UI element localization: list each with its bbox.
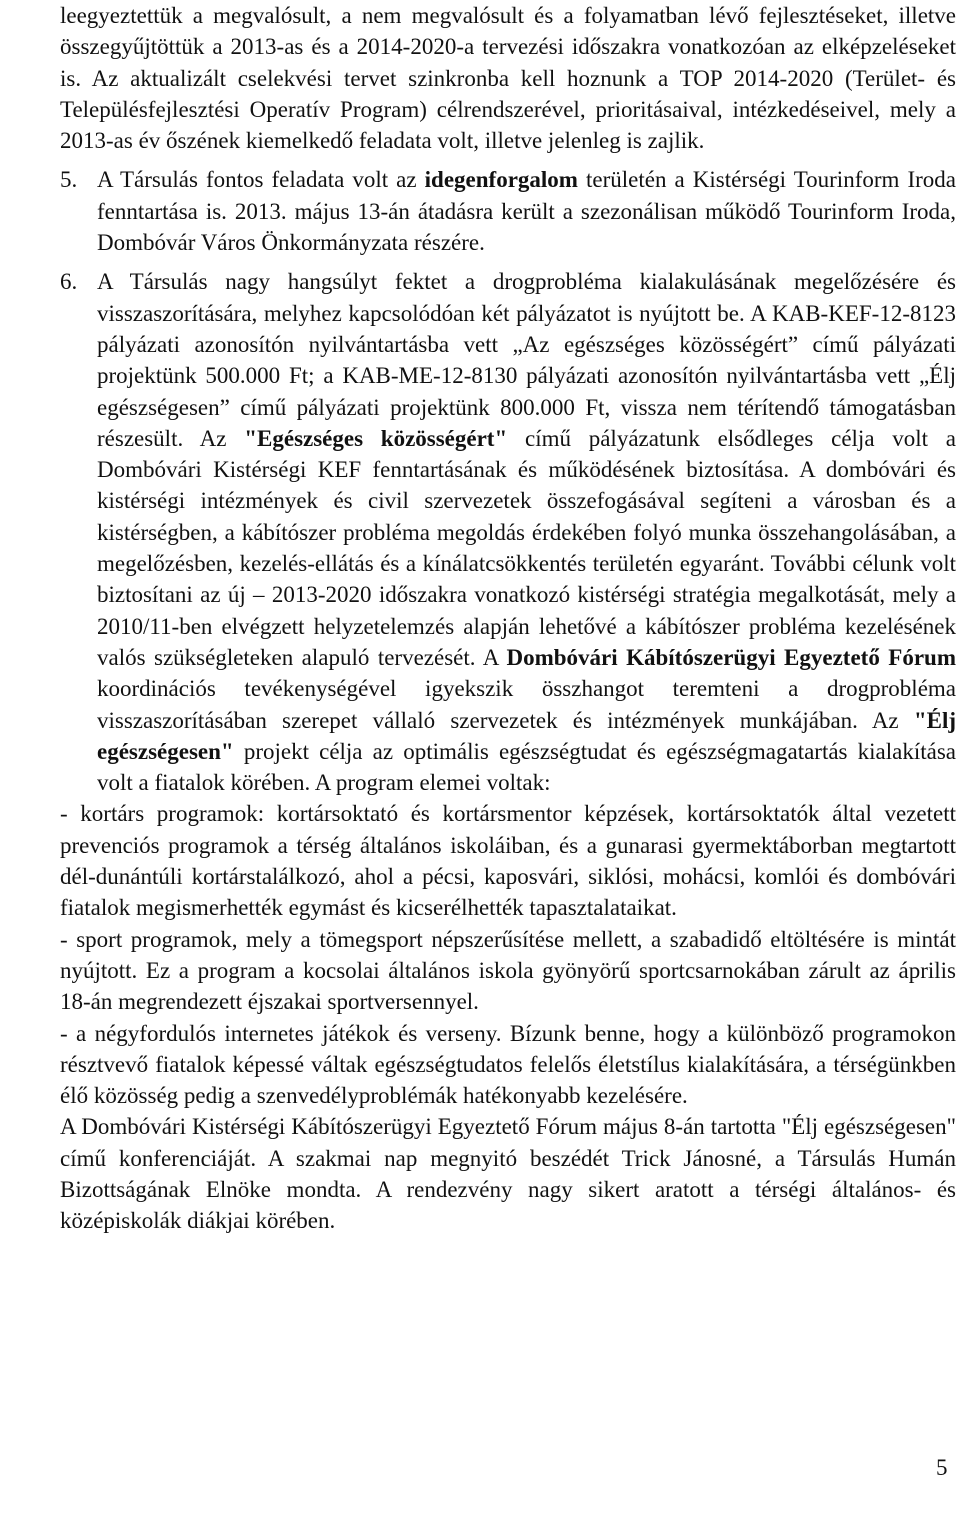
list-item-6: [60, 266, 956, 798]
item-number: 6.: [60, 269, 78, 295]
text-run: projekt célja az optimális egészségtudat és egészségmagatartás kialakítása volt a fiatalok körében. A program elemei voltak:: [97, 738, 956, 796]
document-body: [60, 0, 956, 1237]
list-item-5: [60, 164, 956, 258]
page-number: 5: [936, 1455, 948, 1480]
spacer: [60, 156, 956, 164]
bold-term-tourism: idegenforgalom: [424, 167, 578, 193]
paragraph-intro: leegyeztettük a megvalósult, a nem megvalósult és a folyamatban lévő fejlesztéseket, illetve összegyűjtöttük a 2013-as és a 2014-2020-a tervezési időszakra vonatkozóan az elképzeléseket is. Az aktualizált cselekvési tervet szinkronba kell hoznunk a TOP 2014-2020 (Terület- és Településfejlesztési Operatív Program) célrendszerével, prioritásaival, intézkedéseivel, mely a 2013-as év őszének kiemelkedő feladata volt, illetve jelenleg is zajlik.: [60, 3, 956, 154]
text-run: területén a Kistérségi Tourinform Iroda fenntartása is. 2013. május 13-án átadásra került a szezonálisan működő Tourinform Iroda, Dombóvár Város Önkormányzata részére.: [97, 167, 956, 256]
bold-project-title-1: "Egészséges közösségért": [244, 425, 508, 451]
text-run: A Társulás nagy hangsúlyt fektet a drogprobléma kialakulásának megelőzésére és visszaszorítására, melyhez kapcsolódóan két pályázatot is nyújtott be. A KAB-KEF-12-8123 pályázati azonosítón nyilvántartásba vett „Az egészséges közösségért” című pályázati projektünk 500.000 Ft; a KAB-ME-12-8130 pályázati azonosítón nyilvántartásba vett „Élj egészségesen” című pályázati projektünk 800.000 Ft, vissza nem térítendő támogatásban részesült. Az: [97, 269, 956, 451]
bullet-sport-programs: - sport programok, mely a tömegsport népszerűsítése mellett, a szabadidő eltöltésére is mintát nyújtott. Ez a program a kocsolai általános iskola gyönyörű sportcsarnokában zárult az április 18-án megrendezett éjszakai sportversennyel.: [60, 926, 956, 1015]
paragraph-tourism: [97, 164, 956, 258]
bullet-online-games: - a négyfordulós internetes játékok és verseny. Bízunk benne, hogy a különböző programokon résztvevő fiatalok képessé váltak egészségtudatos felelős életstílus kialakítására, a térségünkben élő közösség pedig a szenvedélyproblémák hatékonyabb kezelésére.: [60, 1020, 956, 1109]
text-run: című pályázatunk elsődleges célja volt a Dombóvári Kistérségi KEF fenntartásának és működésének biztosítása. A dombóvári és kistérségi intézmények és civil szervezetek összefogásával segíteni a városban és a kistérségben, a kábítószer probléma megoldás érdekében folyó munka összehangolásában, a megelőzésben, kezelés-ellátás és a kínálatcsökkentés területén egyaránt. További célunk volt biztosítani az új – 2013-2020 időszakra vonatkozó kistérségi stratégia megalkotását, mely a 2010/11-ben elvégzett helyzetelemzés alapján lehetővé a kábítószer probléma kezelésének valós szükségleteken alapuló tervezését. A: [97, 425, 956, 670]
bold-forum-name: Dombóvári Kábítószerügyi Egyeztető Fórum: [506, 644, 956, 670]
paragraph-drug-prevention: [97, 266, 956, 798]
bullet-peer-programs: - kortárs programok: kortársoktató és kortársmentor képzések, kortársoktatók által vezetett prevenciós programok a térség általános iskoláiban, és a gunarasi gyermektáborban megtartott dél-dunántúli kortárstalálkozó, ahol a pécsi, kaposvári, siklósi, mohácsi, komlói és dombóvári fiatalok megismerhették egymást és kicserélhették tapasztalataikat.: [60, 801, 956, 921]
text-run: A Társulás fontos feladata volt az: [97, 167, 425, 193]
item-number: 5.: [60, 167, 78, 193]
paragraph-conference: A Dombóvári Kistérségi Kábítószerügyi Egyeztető Fórum május 8-án tartotta "Élj egészségesen" című konferenciáját. A szakmai nap megnyitó beszédét Trick Jánosné, a Társulás Humán Bizottságának Elnöke mondta. A rendezvény nagy sikert aratott a térségi általános- és középiskolák diákjai körében.: [60, 1114, 956, 1234]
text-run: koordinációs tevékenységével igyekszik összhangot teremteni a drogprobléma visszaszorításában szerepet vállaló szervezetek és intézmények munkájában. Az: [97, 676, 956, 733]
bold-project-title-2: "Élj egészségesen": [97, 707, 956, 764]
spacer: [60, 258, 956, 266]
